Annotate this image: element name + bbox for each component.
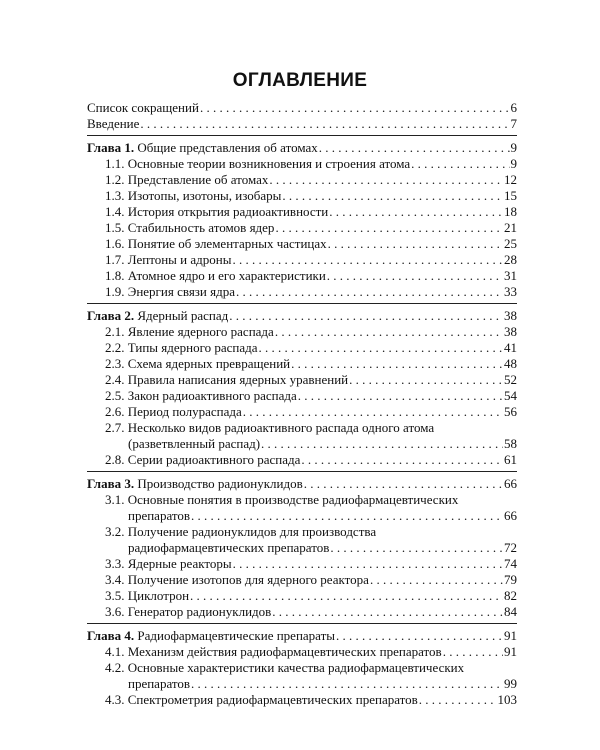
- toc-entry-label: Список сокращений: [87, 100, 199, 115]
- toc-entry-label-cont: препаратов: [128, 676, 191, 691]
- toc-entry-label: 1.1. Основные теории возникновения и строения атома: [105, 156, 411, 171]
- toc-entry-page: 31: [504, 268, 517, 283]
- toc-entry: [87, 236, 517, 252]
- dot-leader: [243, 404, 503, 420]
- toc-entry-page: 82: [504, 588, 517, 603]
- toc-entry-page: 61: [504, 452, 517, 467]
- dot-leader: [233, 556, 503, 572]
- toc-entry: [87, 572, 517, 588]
- toc-entry-label: 3.4. Получение изотопов для ядерного реактора: [105, 572, 369, 587]
- chapter-page: 9: [510, 140, 517, 155]
- toc-entry-page: 52: [504, 372, 517, 387]
- toc-entry-label-cont: (разветвленный распад): [128, 436, 261, 451]
- toc-entry: [87, 268, 517, 284]
- toc-entry: [87, 452, 517, 468]
- toc-entry-page: 41: [504, 340, 517, 355]
- dot-leader: [411, 156, 509, 172]
- toc-entry: [87, 356, 517, 372]
- section-divider: [87, 623, 517, 624]
- dot-leader: [370, 572, 503, 588]
- chapter-number: Глава 4.: [87, 628, 135, 643]
- toc-entry-label: 1.9. Энергия связи ядра: [105, 284, 235, 299]
- chapters-list: [87, 135, 517, 708]
- chapter-title: Производство радионуклидов: [137, 476, 303, 491]
- toc-entry-page: 12: [504, 172, 517, 187]
- dot-leader: [232, 252, 503, 268]
- dot-leader: [191, 508, 503, 524]
- dot-leader: [349, 372, 503, 388]
- dot-leader: [229, 308, 503, 324]
- toc-entry-label: 2.6. Период полураспада: [105, 404, 242, 419]
- toc-entry: [87, 252, 517, 268]
- toc-entry-label: 1.3. Изотопы, изотоны, изобары: [105, 188, 282, 203]
- dot-leader: [190, 588, 503, 604]
- toc-entry: [87, 692, 517, 708]
- dot-leader: [304, 476, 503, 492]
- toc-entry-page: 15: [504, 188, 517, 203]
- dot-leader: [140, 116, 509, 132]
- dot-leader: [275, 324, 503, 340]
- toc-entry-page: 38: [504, 324, 517, 339]
- toc-entry-label: 4.1. Механизм действия радиофармацевтических препаратов: [105, 644, 442, 659]
- dot-leader: [443, 644, 503, 660]
- dot-leader: [319, 140, 510, 156]
- toc-entry-page: 21: [504, 220, 517, 235]
- toc-entry: [87, 492, 517, 508]
- chapter-heading: [87, 308, 517, 324]
- chapter-page: 66: [504, 476, 517, 491]
- dot-leader: [200, 100, 510, 116]
- toc-entry-label: 3.5. Циклотрон: [105, 588, 190, 603]
- toc-entry-label: 2.2. Типы ядерного распада: [105, 340, 258, 355]
- dot-leader: [336, 628, 503, 644]
- toc-entry-page: 56: [504, 404, 517, 419]
- dot-leader: [327, 268, 503, 284]
- toc-entry-page: 33: [504, 284, 517, 299]
- toc-entry: [87, 172, 517, 188]
- toc-entry-page: 9: [510, 156, 517, 171]
- dot-leader: [291, 356, 503, 372]
- toc-entry-label: 2.3. Схема ядерных превращений: [105, 356, 291, 371]
- toc-entry-label: 1.5. Стабильность атомов ядер: [105, 220, 275, 235]
- toc-entry: [87, 524, 517, 540]
- toc-entry-label: 3.1. Основные понятия в производстве радиофармацевтических: [105, 492, 459, 507]
- toc-entry: [87, 324, 517, 340]
- toc-entry: [87, 660, 517, 676]
- dot-leader: [328, 236, 503, 252]
- toc-entry: [87, 404, 517, 420]
- toc-entry-page: 18: [504, 204, 517, 219]
- toc-entry-label: 1.2. Представление об атомах: [105, 172, 269, 187]
- section-divider: [87, 303, 517, 304]
- toc-entry: [87, 156, 517, 172]
- toc-entry: [87, 644, 517, 660]
- toc-entry-page: 6: [510, 100, 517, 115]
- toc-entry-label: 3.3. Ядерные реакторы: [105, 556, 232, 571]
- dot-leader: [261, 436, 503, 452]
- table-of-contents: [87, 100, 517, 708]
- toc-entry: [87, 284, 517, 300]
- toc-entry-page: 99: [504, 676, 517, 691]
- toc-entry-page: 7: [510, 116, 517, 131]
- toc-entry-page: 66: [504, 508, 517, 523]
- toc-entry: [87, 372, 517, 388]
- toc-entry-continuation: [87, 540, 517, 556]
- toc-entry-continuation: [87, 676, 517, 692]
- toc-entry-label: 2.8. Серии радиоактивного распада: [105, 452, 301, 467]
- toc-entry-label: 3.2. Получение радионуклидов для производства: [105, 524, 377, 539]
- toc-entry-page: 103: [497, 692, 517, 707]
- dot-leader: [275, 220, 503, 236]
- chapter-title: Радиофармацевтические препараты: [137, 628, 336, 643]
- toc-entry-label-cont: радиофармацевтических препаратов: [128, 540, 330, 555]
- toc-entry: [87, 604, 517, 620]
- toc-entry-label: 2.7. Несколько видов радиоактивного распада одного атома: [105, 420, 435, 435]
- toc-entry-label: Введение: [87, 116, 140, 131]
- page-title: ОГЛАВЛЕНИЕ: [232, 70, 368, 91]
- chapter-heading: [87, 476, 517, 492]
- chapter-number: Глава 2.: [87, 308, 135, 323]
- chapter-heading: [87, 140, 517, 156]
- toc-entry-label: 1.4. История открытия радиоактивности: [105, 204, 329, 219]
- toc-entry: [87, 188, 517, 204]
- toc-entry: [87, 116, 517, 132]
- dot-leader: [272, 604, 503, 620]
- dot-leader: [298, 388, 503, 404]
- dot-leader: [269, 172, 503, 188]
- toc-entry: [87, 340, 517, 356]
- dot-leader: [329, 204, 503, 220]
- chapter-page: 38: [504, 308, 517, 323]
- toc-entry-label: 2.4. Правила написания ядерных уравнений: [105, 372, 349, 387]
- toc-entry-label: 4.2. Основные характеристики качества радиофармацевтических: [105, 660, 465, 675]
- toc-entry-label: 1.6. Понятие об элементарных частицах: [105, 236, 327, 251]
- chapter-heading: [87, 628, 517, 644]
- chapter-number: Глава 3.: [87, 476, 135, 491]
- toc-entry: [87, 388, 517, 404]
- toc-entry: [87, 588, 517, 604]
- toc-entry-page: 79: [504, 572, 517, 587]
- dot-leader: [259, 340, 504, 356]
- toc-entry-label: 4.3. Спектрометрия радиофармацевтических препаратов: [105, 692, 418, 707]
- toc-entry-label: 3.6. Генератор радионуклидов: [105, 604, 272, 619]
- section-divider: [87, 135, 517, 136]
- dot-leader: [191, 676, 503, 692]
- dot-leader: [330, 540, 503, 556]
- toc-entry-page: 84: [504, 604, 517, 619]
- toc-entry-label: 2.1. Явление ядерного распада: [105, 324, 274, 339]
- toc-entry: [87, 420, 517, 436]
- chapter-number: Глава 1.: [87, 140, 135, 155]
- chapter-page: 91: [504, 628, 517, 643]
- toc-entry-continuation: [87, 436, 517, 452]
- toc-entry-label: 1.8. Атомное ядро и его характеристики: [105, 268, 326, 283]
- toc-entry-page: 58: [504, 436, 517, 451]
- toc-entry: [87, 204, 517, 220]
- toc-entry-page: 28: [504, 252, 517, 267]
- toc-entry-page: 74: [504, 556, 517, 571]
- chapter-title: Общие представления об атомах: [137, 140, 318, 155]
- toc-entry-page: 25: [504, 236, 517, 251]
- dot-leader: [236, 284, 503, 300]
- toc-entry-page: 91: [504, 644, 517, 659]
- toc-entry-page: 48: [504, 356, 517, 371]
- dot-leader: [282, 188, 503, 204]
- dot-leader: [419, 692, 497, 708]
- section-divider: [87, 471, 517, 472]
- dot-leader: [301, 452, 503, 468]
- toc-entry-label-cont: препаратов: [128, 508, 191, 523]
- toc-entry-label: 2.5. Закон радиоактивного распада: [105, 388, 297, 403]
- toc-entry-page: 54: [504, 388, 517, 403]
- chapter-title: Ядерный распад: [137, 308, 229, 323]
- toc-entry: [87, 220, 517, 236]
- toc-entry-label: 1.7. Лептоны и адроны: [105, 252, 232, 267]
- toc-entry-page: 72: [504, 540, 517, 555]
- toc-entry: [87, 556, 517, 572]
- toc-entry-continuation: [87, 508, 517, 524]
- toc-entry: [87, 100, 517, 116]
